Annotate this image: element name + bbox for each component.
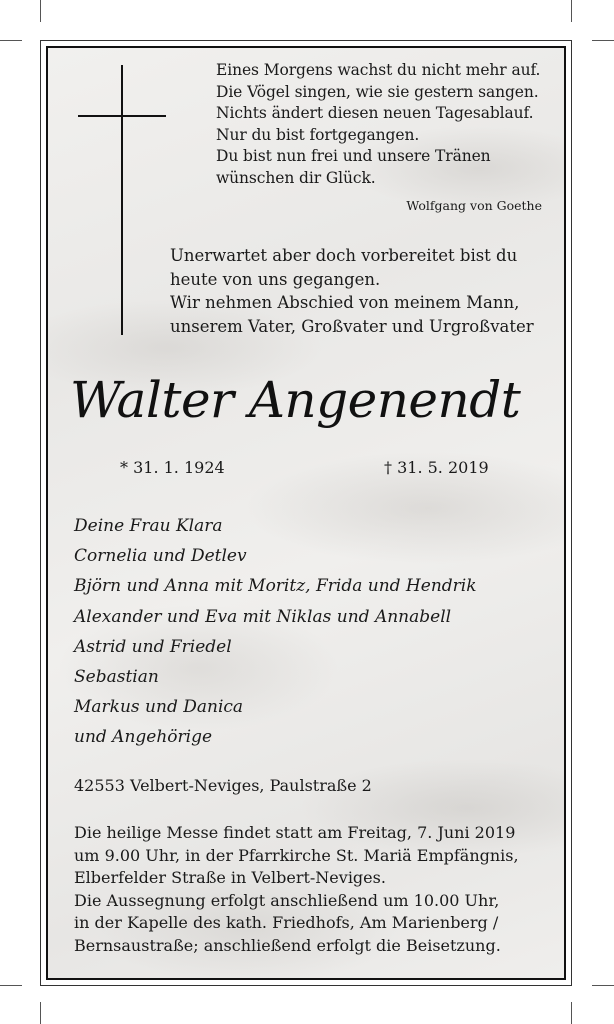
crop-mark: [592, 40, 614, 41]
crop-mark: [40, 0, 41, 22]
family-member: Cornelia und Detlev: [74, 546, 247, 567]
crop-mark: [0, 40, 22, 41]
crop-mark: [592, 985, 614, 986]
poem-line: Nur du bist fortgegangen.: [216, 125, 420, 144]
poem: [216, 60, 546, 189]
family-member: und Angehörige: [74, 727, 213, 748]
family-member: Deine Frau Klara: [74, 516, 223, 536]
family-member: Björn und Anna mit Moritz, Frida und Hendrik: [74, 576, 477, 597]
service-line: Die Aussegnung erfolgt anschließend um 10.00 Uhr,: [74, 890, 500, 910]
poem-author: Wolfgang von Goethe: [406, 198, 542, 213]
poem-line: Nichts ändert diesen neuen Tagesablauf.: [216, 104, 534, 122]
intro-line: heute von uns gegangen.: [170, 269, 381, 289]
family-address: 42553 Velbert-Neviges, Paulstraße 2: [74, 776, 372, 795]
service-info: [74, 822, 552, 957]
poem-line: Eines Morgens wachst du nicht mehr auf.: [216, 61, 541, 79]
family-member: Markus und Danica: [74, 697, 244, 718]
crop-mark: [0, 985, 22, 986]
family-member: Alexander und Eva mit Niklas und Annabell: [74, 606, 452, 627]
service-line: Elberfelder Straße in Velbert-Neviges.: [74, 868, 386, 887]
deceased-name: Walter Angenendt: [70, 371, 521, 429]
poem-line: wünschen dir Glück.: [216, 168, 376, 187]
cross-icon: [121, 65, 123, 335]
service-line: Bernsaustraße; anschließend erfolgt die Beisetzung.: [74, 935, 501, 955]
service-line: Die heilige Messe findet statt am Freitag, 7. Juni 2019: [74, 823, 516, 842]
intro-line: Unerwartet aber doch vorbereitet bist du: [170, 246, 518, 265]
cross-icon-bar: [78, 115, 166, 117]
obituary-card: [46, 46, 566, 980]
intro-line: unserem Vater, Großvater und Urgroßvater: [170, 316, 534, 336]
death-date: † 31. 5. 2019: [384, 458, 489, 477]
family-list: [74, 511, 554, 753]
family-member: Astrid und Friedel: [74, 636, 232, 657]
service-line: in der Kapelle des kath. Friedhofs, Am Marienberg /: [74, 913, 499, 932]
family-member: Sebastian: [74, 667, 159, 688]
crop-mark: [40, 1002, 41, 1024]
poem-line: Die Vögel singen, wie sie gestern sangen.: [216, 82, 539, 101]
intro-text: [170, 244, 548, 338]
birth-date: * 31. 1. 1924: [120, 458, 225, 477]
intro-line: Wir nehmen Abschied von meinem Mann,: [170, 293, 520, 312]
poem-line: Du bist nun frei und unsere Tränen: [216, 147, 491, 165]
crop-mark: [571, 0, 572, 22]
service-line: um 9.00 Uhr, in der Pfarrkirche St. Mariä Empfängnis,: [74, 845, 519, 865]
crop-mark: [571, 1002, 572, 1024]
